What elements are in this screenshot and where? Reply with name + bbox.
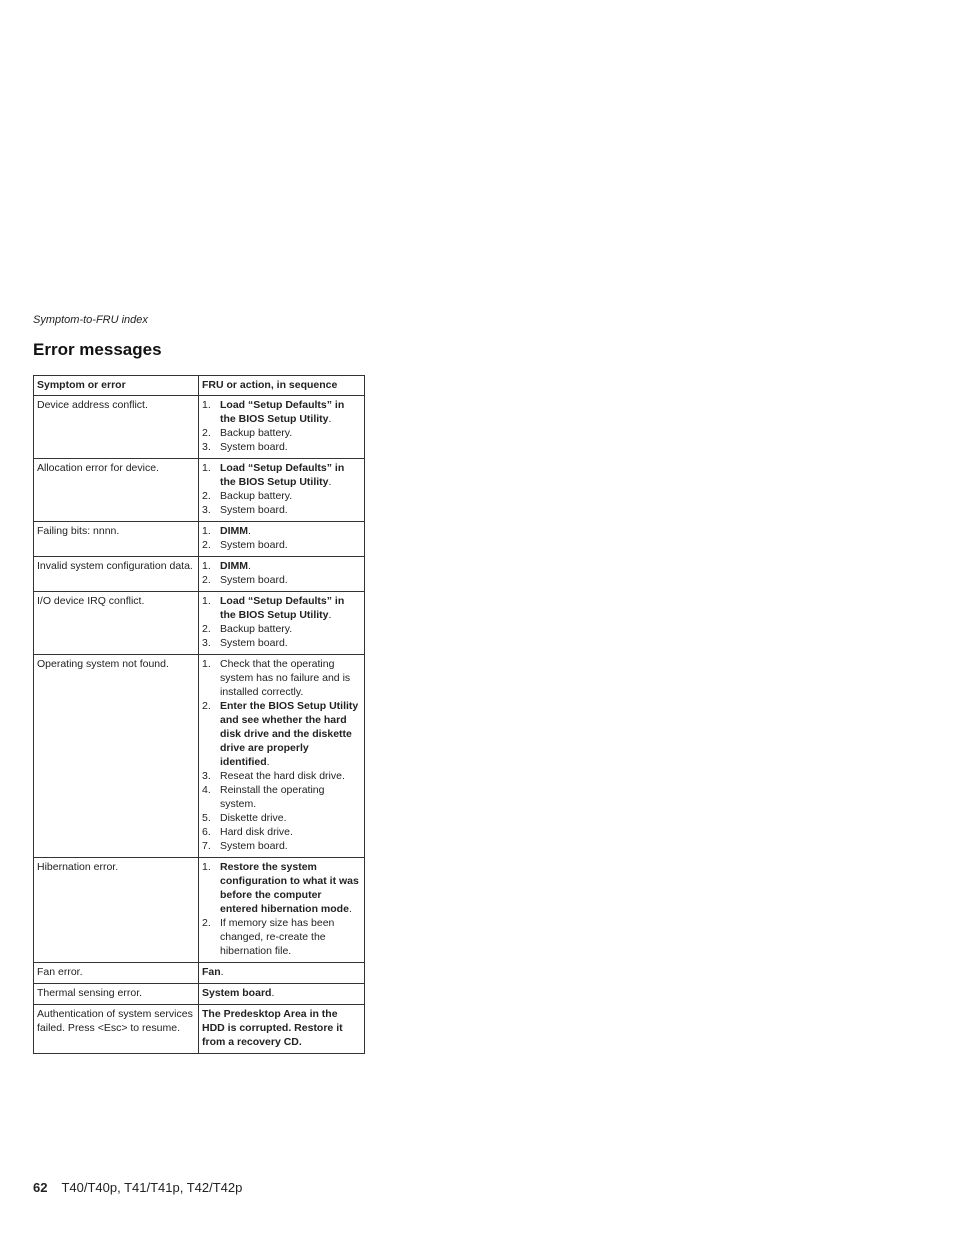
action-steps [202,524,361,552]
table-row [34,655,365,858]
action-cell: System board. [199,984,365,1005]
symptom-cell: Invalid system configuration data. [34,557,199,592]
action-steps [202,657,361,853]
table-row [34,984,365,1005]
error-messages-table [33,375,365,1054]
action-step: 2. Backup battery. [202,623,293,635]
table-row [34,522,365,557]
table-row [34,396,365,459]
action-cell [199,592,365,655]
table-row [34,963,365,984]
action-step: 1. DIMM. [202,525,251,537]
action-step: 2. System board. [202,539,288,551]
action-step: 3. System board. [202,441,288,453]
action-step: 1. Load “Setup Defaults” in the BIOS Setup Utility. [202,595,345,621]
page-number: 62 [33,1180,48,1195]
action-step: 1. DIMM. [202,560,251,572]
table-row [34,1005,365,1054]
column-header-symptom: Symptom or error [34,376,199,396]
symptom-cell: Fan error. [34,963,199,984]
section-title: Error messages [33,340,162,359]
symptom-cell: Allocation error for device. [34,459,199,522]
action-steps [202,559,361,587]
table-row [34,858,365,963]
column-header-fru-action: FRU or action, in sequence [199,376,365,396]
action-steps [202,860,361,958]
table-header-row [34,376,365,396]
symptom-cell: Hibernation error. [34,858,199,963]
action-step: 6. Hard disk drive. [202,826,293,838]
action-cell: Fan. [199,963,365,984]
symptom-cell: Thermal sensing error. [34,984,199,1005]
action-cell [199,522,365,557]
action-step: 1. Restore the system configuration to what it was before the computer entered hibernation mode. [202,861,359,915]
action-step: 1. Load “Setup Defaults” in the BIOS Setup Utility. [202,462,345,488]
action-step: 5. Diskette drive. [202,812,287,824]
action-step: 4. Reinstall the operating system. [202,784,325,810]
action-step: 3. System board. [202,504,288,516]
symptom-cell: I/O device IRQ conflict. [34,592,199,655]
action-steps [202,398,361,454]
action-cell [199,557,365,592]
action-step: 3. System board. [202,637,288,649]
action-steps [202,461,361,517]
action-cell [199,396,365,459]
table-row [34,592,365,655]
model-name: T40/T40p, T41/T41p, T42/T42p [61,1180,243,1195]
action-cell [199,459,365,522]
table-row [34,557,365,592]
action-steps [202,594,361,650]
running-head: Symptom-to-FRU index [33,314,148,326]
action-step: 1. Load “Setup Defaults” in the BIOS Setup Utility. [202,399,345,425]
action-step: 2. Backup battery. [202,490,293,502]
action-step: 2. System board. [202,574,288,586]
action-step: 7. System board. [202,840,288,852]
action-step: 2. Backup battery. [202,427,293,439]
action-step: 1. Check that the operating system has no failure and is installed correctly. [202,658,351,698]
page-footer [33,1180,242,1195]
action-step: 2. Enter the BIOS Setup Utility and see whether the hard disk drive and the diskette drive are properly identified. [202,700,359,768]
symptom-cell: Operating system not found. [34,655,199,858]
action-step: 3. Reseat the hard disk drive. [202,770,345,782]
action-step: 2. If memory size has been changed, re-create the hibernation file. [202,917,335,957]
action-cell: The Predesktop Area in the HDD is corrupted. Restore it from a recovery CD. [199,1005,365,1054]
action-cell [199,655,365,858]
symptom-cell: Device address conflict. [34,396,199,459]
symptom-cell: Failing bits: nnnn. [34,522,199,557]
action-cell [199,858,365,963]
table-row [34,459,365,522]
symptom-cell: Authentication of system services failed. Press <Esc> to resume. [34,1005,199,1054]
